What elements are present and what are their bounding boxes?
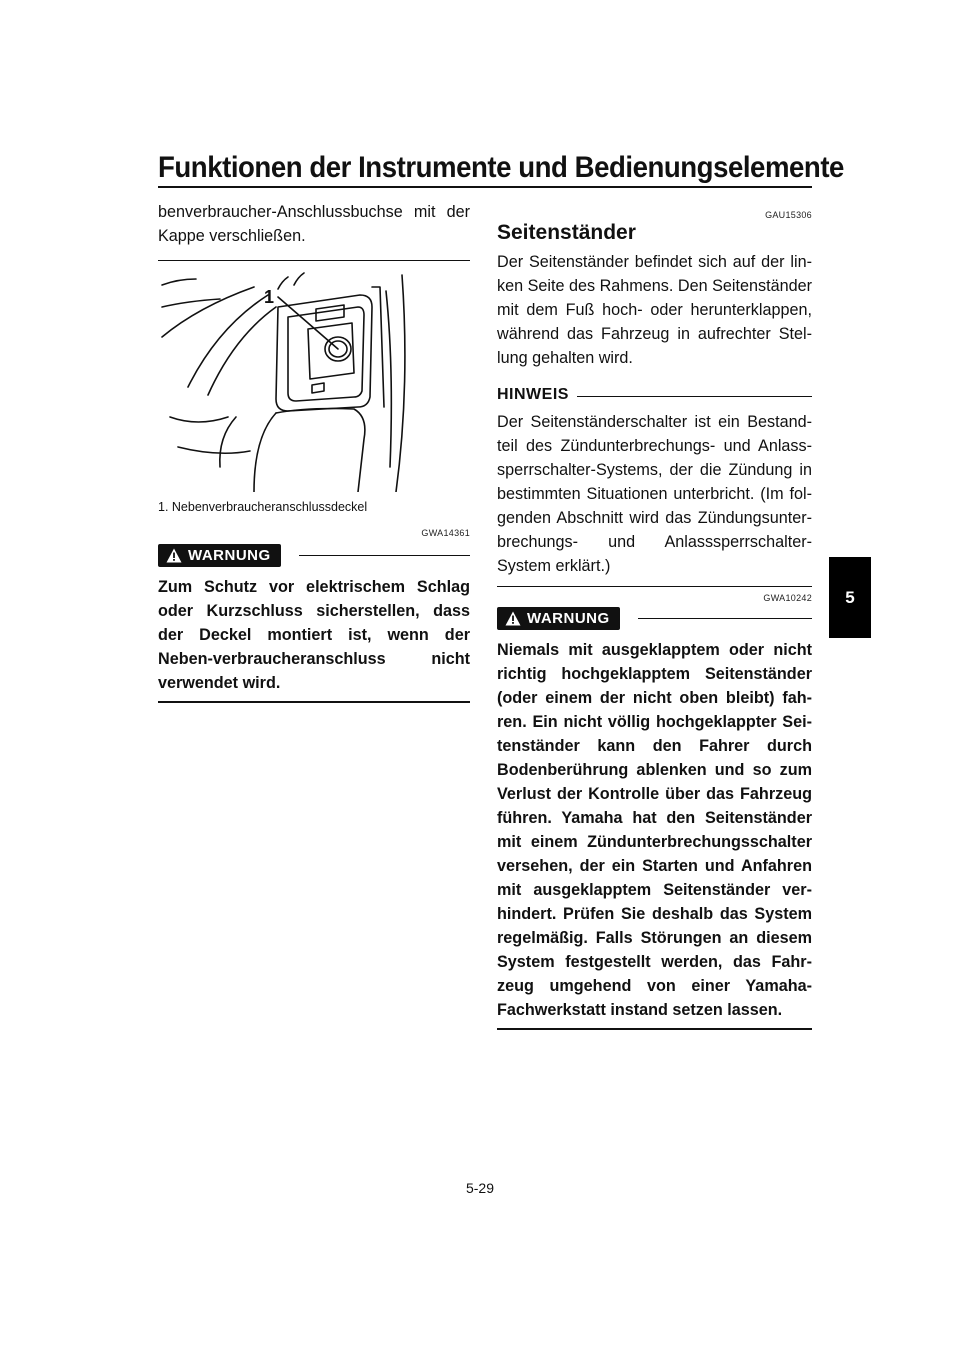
warning-bottom-rule-right xyxy=(497,1028,812,1030)
warning-triangle-icon xyxy=(505,611,521,626)
section-title: Seitenständer xyxy=(497,221,636,244)
section-text: Der Seitenständer befindet sich auf der lin-ken Seite des Rahmens. Den Seitenständer mit dem Fuß hoch- oder herunterklappen, während das Fahrzeug in aufrechter Stel-lung gehalten wird. xyxy=(497,253,812,367)
warning-header-rule xyxy=(299,555,470,557)
warning-label: WARNUNG xyxy=(188,547,271,564)
title-rule xyxy=(158,186,812,188)
warning-code-right: GWA10242 xyxy=(763,593,812,603)
page-title: Funktionen der Instrumente und Bedienungselemente xyxy=(158,151,844,184)
figure-accessory-socket xyxy=(158,267,470,492)
left-column xyxy=(158,200,470,703)
warning-header xyxy=(158,544,470,567)
note-header xyxy=(497,386,812,404)
note-header-rule xyxy=(577,396,812,397)
warning-header-rule-right xyxy=(638,618,812,620)
right-column xyxy=(497,210,812,1030)
note-text: Der Seitenständerschalter ist ein Bestand-teil des Zündunterbrechungs- und Anlass-sperrschalter-Systems, der die Zündung in bestimmten Situationen unterbricht. (Im fol-genden Abschnitt wird das Zündungsunter-brechungs- und Anlasssperrschalter-System erklärt.) xyxy=(497,413,812,575)
section-code: GAU15306 xyxy=(765,210,812,220)
figure-top-rule xyxy=(158,260,470,261)
accessory-socket-illustration xyxy=(158,267,470,492)
page-number: 5-29 xyxy=(465,1180,495,1196)
warning-triangle-icon xyxy=(166,548,182,563)
warning-badge xyxy=(158,544,281,567)
warning-text-right: Niemals mit ausgeklapptem oder nicht richtig hochgeklapptem Seitenständer (oder einem der nicht oben bleibt) fah-ren. Ein nicht völlig hochgeklappter Sei-tenständer kann den Fahrer durch Bodenberührung ablenken und so zum Verlust der Kontrolle über das Fahrzeug führen. Yamaha hat den Seitenständer mit einem Zündunterbrechungsschalter versehen, der ein Starten und Anfahren mit ausgeklapptem Seitenständer ver-hindert. Prüfen Sie deshalb das System regelmäßig. Falls Störungen an diesem System festgestellt werden, das Fahr-zeug umgehend von einer Yamaha-Fachwerkstatt instand setzen lassen. xyxy=(497,641,812,1019)
note-label: HINWEIS xyxy=(497,386,569,403)
warning-text: Zum Schutz vor elektrischem Schlag oder Kurzschluss sicherstellen, dass der Deckel montiert ist, wenn der Neben-verbraucheranschluss nicht verwendet wird. xyxy=(158,578,470,692)
note-bottom-rule xyxy=(497,586,812,587)
figure-caption: 1. Nebenverbraucheranschlussdeckel xyxy=(158,500,368,514)
figure-callout: 1 xyxy=(264,287,275,307)
warning-bottom-rule xyxy=(158,701,470,703)
chapter-tab: 5 xyxy=(829,557,871,638)
warning-badge-right xyxy=(497,607,620,630)
warning-header-right xyxy=(497,607,812,630)
intro-text: benverbraucher-Anschlussbuchse mit der Kappe verschließen. xyxy=(158,203,470,245)
warning-label-right: WARNUNG xyxy=(527,610,610,627)
warning-code: GWA14361 xyxy=(421,528,470,538)
